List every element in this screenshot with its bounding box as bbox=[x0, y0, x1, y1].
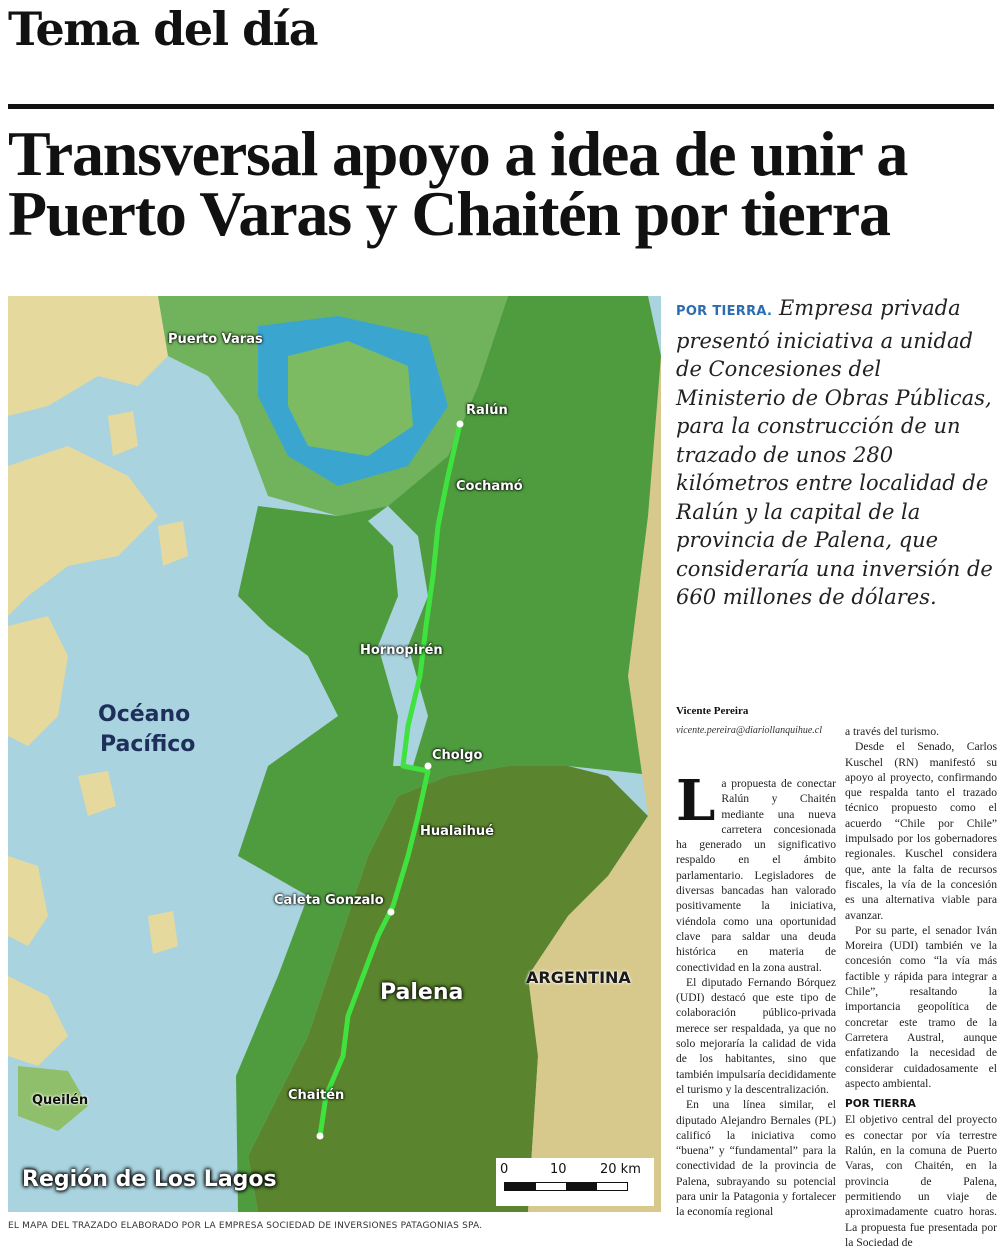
label-cholgo: Cholgo bbox=[432, 748, 483, 763]
body-subhead: POR TIERRA bbox=[845, 1098, 916, 1111]
label-region: Región de Los Lagos bbox=[22, 1167, 277, 1192]
body-paragraph-7: El objetivo central del proyecto es conectar por vía terrestre Ralún, en la comuna de Puerto Varas, con Chaitén, en la provincia de Palena, permitiendo un viaje de aproximadamente cuatro horas. La propuesta fue presentada por la Sociedad de bbox=[845, 1113, 997, 1249]
headline: Transversal apoyo a idea de unir a Puerto Varas y Chaitén por tierra bbox=[8, 118, 908, 249]
label-argentina: ARGENTINA bbox=[526, 968, 631, 987]
label-ocean-line1: Océano bbox=[98, 702, 191, 727]
route-map bbox=[8, 296, 661, 1212]
label-caleta-gonzalo: Caleta Gonzalo bbox=[274, 893, 384, 908]
scale-bar-graphic bbox=[504, 1182, 628, 1191]
label-hualaihue: Hualaihué bbox=[420, 824, 494, 839]
lead-paragraph bbox=[676, 294, 996, 612]
body-paragraph-6: Por su parte, el senador Iván Moreira (UDI) también ve la concesión como “la vía más factible y rápida para integrar a Chile”, resaltando la importancia geopolítica de concretar este tramo de la Carretera Austral, aunque enfatizando la necesidad de considerar cuidadosamente el aspecto ambiental. bbox=[845, 923, 997, 1090]
label-hornopiren: Hornopirén bbox=[360, 643, 443, 658]
scale-bar bbox=[496, 1158, 654, 1206]
label-ocean-line2: Pacífico bbox=[100, 732, 196, 757]
cholgo-dot bbox=[425, 763, 432, 770]
lead-kicker: POR TIERRA. bbox=[676, 304, 773, 319]
ralun-dot bbox=[457, 421, 464, 428]
body-paragraph-4: a través del turismo. bbox=[845, 725, 940, 738]
body-column-1 bbox=[676, 768, 836, 1220]
scale-label-20: 20 km bbox=[600, 1162, 641, 1177]
byline-author: Vicente Pereira bbox=[676, 705, 749, 717]
body-paragraph-2: El diputado Fernando Bórquez (UDI) destacó que este tipo de colaboración público-privada merece ser respaldada, ya que no solo mejoraría la calidad de vida de los habitantes, sino que también impulsaría decididamente el turismo y la descentralización. bbox=[676, 975, 836, 1096]
body-paragraph-1 bbox=[676, 768, 836, 975]
label-quellen: Queilén bbox=[32, 1093, 89, 1108]
scale-label-10: 10 bbox=[550, 1162, 567, 1177]
label-cochamo: Cochamó bbox=[456, 479, 523, 494]
label-palena: Palena bbox=[380, 980, 464, 1005]
map-caption: EL MAPA DEL TRAZADO ELABORADO POR LA EMPRESA SOCIEDAD DE INVERSIONES PATAGONIAS SPA. bbox=[8, 1221, 483, 1231]
body-column-2 bbox=[845, 724, 997, 1250]
label-chaiten: Chaitén bbox=[288, 1088, 345, 1103]
byline-email: vicente.pereira@diariollanquihue.cl bbox=[676, 725, 823, 736]
chaiten-dot bbox=[317, 1133, 324, 1140]
label-ralun: Ralún bbox=[466, 403, 508, 418]
label-puerto-varas: Puerto Varas bbox=[168, 332, 263, 347]
body-text-1: a propuesta de conectar Ralún y Chaitén mediante una nueva carretera concesionada ha generado un significativo respaldo en el ámbito parlamentario. Legisladores de diversas bancadas han valorado positivamente la iniciativa, viéndola como una oportunidad clave para saldar una deuda histórica en materia de conectividad en la zona austral. bbox=[676, 777, 836, 974]
caleta-gonzalo-dot bbox=[388, 909, 395, 916]
body-paragraph-5: Desde el Senado, Carlos Kuschel (RN) manifestó su apoyo al proyecto, confirmando que respalda tanto el trazado técnico propuesto como el acuerdo “Chile por Chile” impulsado por los gobernadores regionales. Kuschel considera que, ante la falta de recursos fiscales, la vía de la concesión es una alternativa viable para avanzar. bbox=[845, 740, 997, 922]
scale-label-0: 0 bbox=[500, 1162, 509, 1177]
body-paragraph-3: En una línea similar, el diputado Alejandro Bernales (PL) calificó la iniciativa como “buena” y “fundamental” para la conectividad de la provincia de Palena, subrayando su potencial para unir la Patagonia y fortalecer la economía regional bbox=[676, 1098, 836, 1219]
lead-text: Empresa privada presentó iniciativa a unidad de Concesiones del Ministerio de Obras Públicas, para la construcción de un trazado de unos 280 kilómetros entre localidad de Ralún y la capital de la provincia de Palena, que consideraría una inversión de 660 millones de dólares. bbox=[676, 296, 993, 609]
drop-cap: L bbox=[676, 768, 716, 834]
header-rule bbox=[8, 104, 994, 109]
section-title: Tema del día bbox=[8, 2, 318, 56]
